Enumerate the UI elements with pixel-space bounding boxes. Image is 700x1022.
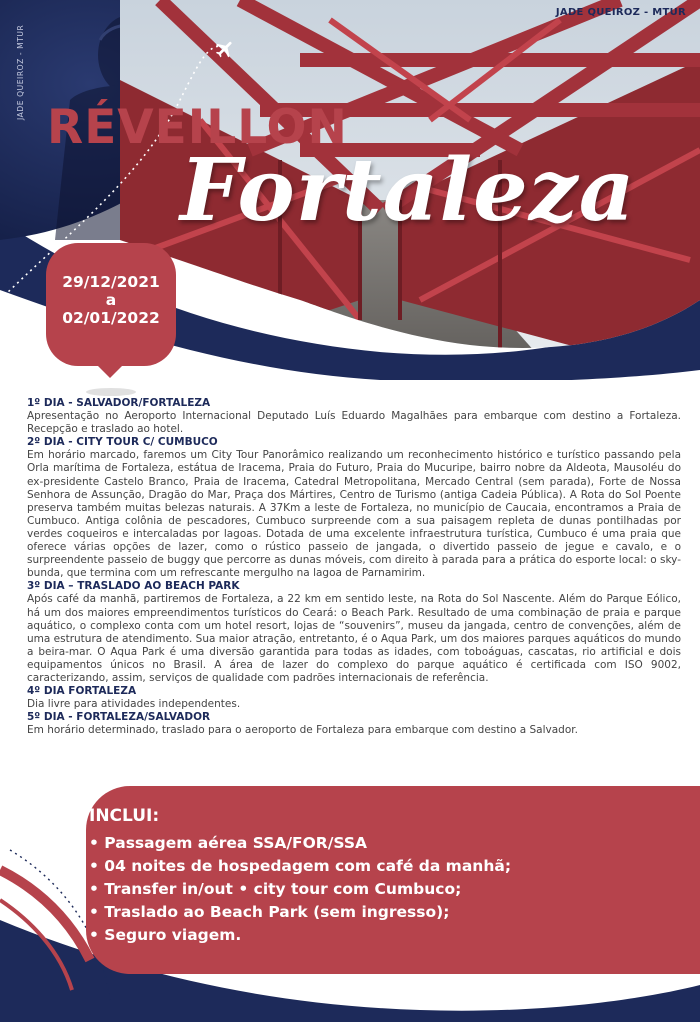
day-description: Em horário determinado, traslado para o aeroporto de Fortaleza para embarque com destino a Salvador.	[27, 724, 578, 737]
day-description: Em horário marcado, faremos um City Tour Panorâmico realizando um reconhecimento histórico e turístico passando pela Orla marítima de Fortaleza, estátua de Iracema, Praia do Futuro, Praia do Mucuripe, bairro nobre da Aldeota, Mausoléu do ex-presidente Castelo Branco, Praia de Iracema, Catedral Metropolitana, Mercado Central (sem parada), Forte de Nossa Senhora de Assunção, Dragão do Mar, Praça dos Mártires, Centro de Turismo (antiga Cadeia Pública). A Rota do Sol Poente preserva também muitas belezas naturais. A 37Km a leste de Fortaleza, no município de Caucaia, encontramos a Praia de Cumbuco. Antiga colônia de pescadores, Cumbuco surpreende com a sua paisagem repleta de dunas pontilhadas por verdes coqueiros e intercaladas por lagoas. Dotada de uma excelente infraestrutura turística, Cumbuco é uma praia que oferece várias opções de lazer, como o rústico passeio de jangada, o divertido passeio de jegue e cavalo, e o surpreendente passeio de buggy que percorre as dunas móveis, com direito à parada para a prática do esporte local: o sky-bunda, que termina com um refrescante mergulho na lagoa de Parnamirim.	[27, 449, 681, 580]
itinerary-day	[27, 580, 681, 685]
itinerary	[27, 397, 681, 737]
date-connector: a	[105, 291, 117, 309]
itinerary-day	[27, 436, 681, 580]
day-description: Apresentação no Aeroporto Internacional Deputado Luís Eduardo Magalhães para embarque com destino a Fortaleza. Recepção e traslado ao hotel.	[27, 410, 681, 436]
airplane-icon	[214, 38, 236, 60]
photo-credit-side-text: JADE QUEIROZ - MTUR	[16, 24, 25, 120]
day-heading: 2º DIA - CITY TOUR C/ CUMBUCO	[27, 436, 218, 449]
includes-title: INCLUI:	[89, 806, 160, 826]
includes-item: • Transfer in/out • city tour com Cumbuco;	[89, 880, 462, 898]
day-description: Dia livre para atividades independentes.	[27, 698, 241, 711]
photo-credit-top: JADE QUEIROZ - MTUR	[555, 7, 686, 18]
day-heading: 5º DIA - FORTALEZA/SALVADOR	[27, 711, 211, 724]
day-heading: 4º DIA FORTALEZA	[27, 685, 137, 698]
itinerary-day	[27, 685, 681, 711]
date-start: 29/12/2021	[62, 273, 160, 291]
date-badge	[46, 243, 176, 366]
itinerary-day	[27, 397, 681, 436]
includes-item: • Passagem aérea SSA/FOR/SSA	[89, 834, 368, 852]
photo-credit-side	[6, 24, 25, 140]
title-fortaleza: Fortaleza	[180, 140, 636, 241]
itinerary-day	[27, 711, 681, 737]
date-badge-shadow	[86, 388, 136, 396]
day-heading: 3º DIA – TRASLADO AO BEACH PARK	[27, 580, 240, 593]
title-reveillon: RÉVEILLON	[47, 100, 348, 155]
date-end: 02/01/2022	[62, 309, 160, 327]
date-badge-pointer	[96, 364, 124, 378]
includes-item: • 04 noites de hospedagem com café da manhã;	[89, 857, 512, 875]
includes-item: • Traslado ao Beach Park (sem ingresso);	[89, 903, 450, 921]
includes-list	[89, 806, 511, 947]
day-heading: 1º DIA - SALVADOR/FORTALEZA	[27, 397, 211, 409]
includes-item: • Seguro viagem.	[89, 926, 242, 944]
day-description: Após café da manhã, partiremos de Fortaleza, a 22 km em sentido leste, na Rota do Sol Nascente. Além do Parque Eólico, há um dos maiores empreendimentos turísticos do Ceará: o Beach Park. Resultado de uma combinação de praia e parque aquático, o complexo conta com um hotel resort, lojas de “souvenirs”, museu da jangada, centro de convenções, além de uma estrutura de atendimento. Sua maior atração, entretanto, é o Aqua Park, um dos maiores parques aquáticos do mundo a beira-mar. O Aqua Park é uma diversão garantida para todas as idades, com toboáguas, cascatas, rio artificial e dois equipamentos únicos no Brasil. A área de lazer do complexo do parque aquático é certificada com ISO 9002, caracterizando, assim, serviços de qualidade com padrões internacionais de referência.	[27, 593, 681, 684]
